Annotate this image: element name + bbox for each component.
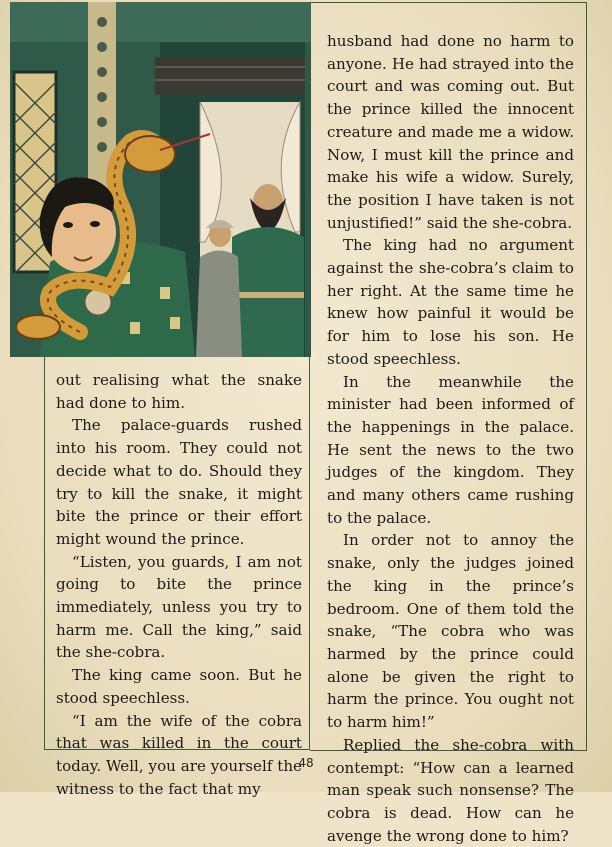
paragraph: The king came soon. But he stood speechless.	[56, 666, 302, 707]
paragraph: The palace-guards rushed into his room. They could not decide what to do. Should they try to kill the snake, it might bite the prince or their effort might wound the prince.	[56, 416, 302, 548]
paragraph: “I am the wife of the cobra that was killed in the court today. Well, you are yourself the witness to the fact that my	[56, 711, 302, 798]
page-number: 48	[298, 756, 314, 770]
right-column-text	[327, 30, 574, 847]
paragraph: In the meanwhile the minister had been informed of the happenings in the palace. He sent the news to the two judges of the kingdom. They and many others came rushing to the palace.	[327, 372, 574, 527]
paragraph: out realising what the snake had done to him.	[56, 371, 302, 412]
paragraph: “Listen, you guards, I am not going to bite the prince immediately, unless you try to harm me. Call the king,” said the she-cobra.	[56, 552, 302, 662]
left-column-text	[56, 369, 302, 800]
story-illustration	[10, 2, 311, 357]
paragraph: In order not to annoy the snake, only the judges joined the king in the prince’s bedroom. One of them told the snake, “The cobra who was harmed by the prince could alone be given the right to harm the prince. You ought not to harm him!”	[327, 531, 574, 732]
paragraph: husband had done no harm to anyone. He had strayed into the court and was coming out. But the prince killed the innocent creature and made me a widow. Now, I must kill the prince and make his wife a widow. Surely, the position I have taken is not unjustified!” said the she-cobra.	[327, 32, 574, 232]
paragraph: The king had no argument against the she-cobra’s claim to her right. At the same time he knew how painful it would be for him to lose his son. He stood speechless.	[327, 236, 574, 368]
paragraph: Replied the she-cobra with contempt: “How can a learned man speak such nonsense? The cobra is dead. How can he avenge the wrong done to him?	[327, 735, 574, 845]
